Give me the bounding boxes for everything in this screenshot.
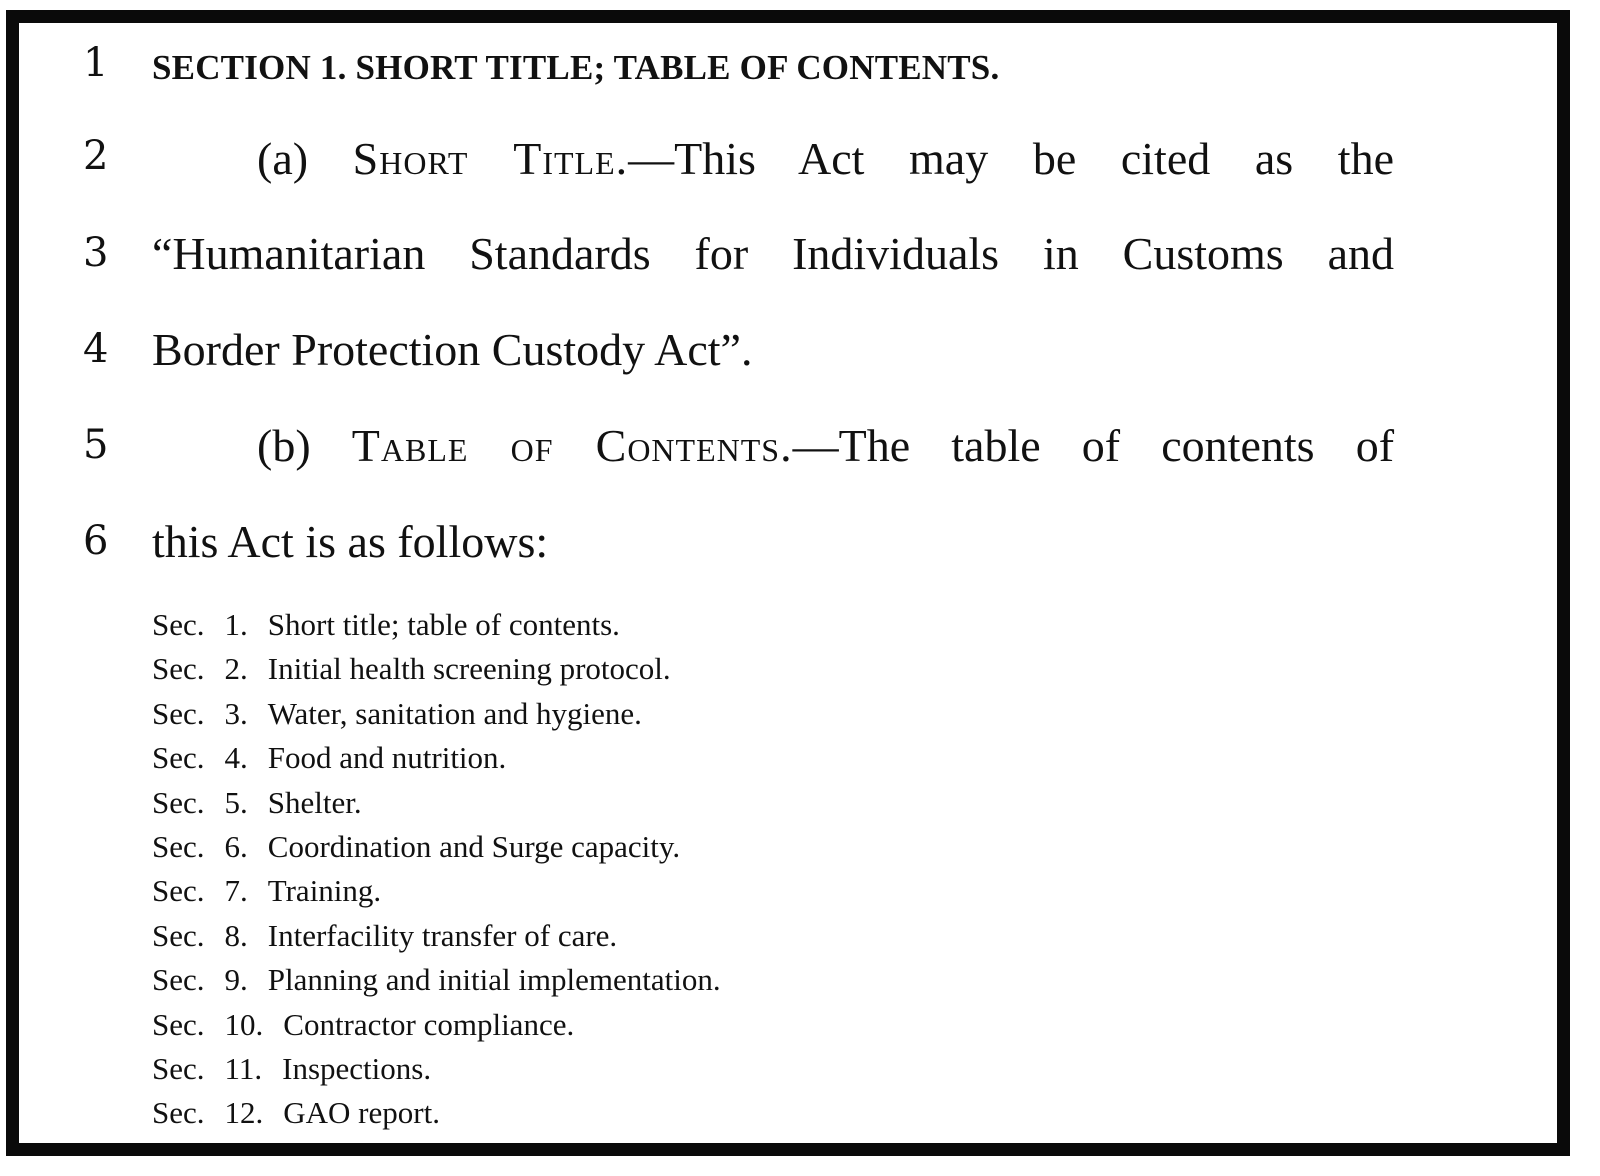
toc-entry-number: 2. [224, 651, 248, 687]
toc-entry-number: 4. [224, 740, 248, 776]
toc-entry-title: GAO report. [283, 1095, 440, 1131]
table-of-contents [152, 603, 721, 1136]
toc-entry-prefix: Sec. [152, 917, 205, 953]
line-number-3: 3 [83, 230, 109, 276]
toc-entry-title: Inspections. [282, 1051, 432, 1087]
toc-entry-title: Interfacility transfer of care. [267, 917, 618, 953]
toc-entry [152, 1091, 721, 1135]
toc-entry [152, 692, 721, 736]
toc-entry [152, 1003, 721, 1047]
toc-entry-prefix: Sec. [152, 829, 205, 865]
toc-entry [152, 781, 721, 825]
toc-entry-prefix: Sec. [152, 1006, 205, 1042]
line-number-6: 6 [83, 518, 109, 564]
toc-entry-number: 3. [224, 695, 248, 731]
line-number-1: 1 [83, 40, 109, 86]
toc-entry-title: Contractor compliance. [283, 1006, 575, 1042]
toc-entry-prefix: Sec. [152, 607, 205, 642]
toc-entry-title: Training. [267, 873, 382, 909]
toc-entry-number: 10. [224, 1006, 264, 1042]
toc-entry-title: Food and nutrition. [267, 740, 507, 776]
toc-intro-text: —The table of contents of [792, 420, 1395, 471]
toc-heading: Table of Contents. [351, 420, 793, 471]
toc-entry [152, 869, 721, 913]
toc-entry-prefix: Sec. [152, 1051, 205, 1087]
toc-entry-number: 9. [224, 962, 248, 998]
toc-entry-title: Planning and initial implementation. [267, 962, 721, 998]
toc-entry-prefix: Sec. [152, 740, 205, 776]
toc-entry-number: 6. [224, 829, 248, 865]
toc-entry-title: Coordination and Surge capacity. [267, 829, 681, 865]
toc-intro-paragraph [257, 420, 1395, 471]
short-title-text: —This Act may be cited as the [628, 133, 1394, 184]
short-title-paragraph [257, 133, 1394, 184]
toc-entry [152, 647, 721, 691]
line-number-5: 5 [83, 422, 109, 468]
toc-entry-title: Short title; table of contents. [267, 607, 620, 642]
short-title-heading: Short Title. [352, 133, 629, 184]
toc-entry [152, 825, 721, 869]
subsection-a-label: (a) [257, 133, 353, 184]
toc-entry-prefix: Sec. [152, 1095, 205, 1131]
toc-entry-number: 11. [224, 1051, 263, 1087]
toc-entry-number: 12. [224, 1095, 264, 1131]
body-line-3: “Humanitarian Standards for Individuals in Customs and [152, 228, 1394, 279]
toc-entry-number: 1. [224, 607, 248, 642]
toc-entry [152, 958, 721, 1002]
body-line-4: Border Protection Custody Act”. [152, 324, 753, 375]
toc-entry-title: Water, sanitation and hygiene. [267, 695, 642, 731]
section-heading: SECTION 1. SHORT TITLE; TABLE OF CONTENTS. [152, 48, 1000, 87]
toc-entry [152, 603, 721, 647]
toc-entry-prefix: Sec. [152, 651, 205, 687]
toc-entry-number: 8. [224, 917, 248, 953]
toc-entry-prefix: Sec. [152, 784, 205, 820]
document-frame [6, 10, 1570, 1156]
toc-entry-prefix: Sec. [152, 962, 205, 998]
toc-entry-prefix: Sec. [152, 873, 205, 909]
toc-entry-number: 5. [224, 784, 248, 820]
toc-entry [152, 736, 721, 780]
toc-entry-prefix: Sec. [152, 695, 205, 731]
toc-entry-number: 7. [224, 873, 248, 909]
line-number-2: 2 [83, 133, 109, 179]
toc-entry [152, 1047, 721, 1091]
body-line-6: this Act is as follows: [152, 516, 549, 567]
line-number-4: 4 [83, 326, 109, 372]
toc-entry [152, 914, 721, 958]
toc-entry-title: Shelter. [267, 784, 362, 820]
toc-entry-title: Initial health screening protocol. [267, 651, 671, 687]
subsection-b-label: (b) [257, 420, 352, 471]
